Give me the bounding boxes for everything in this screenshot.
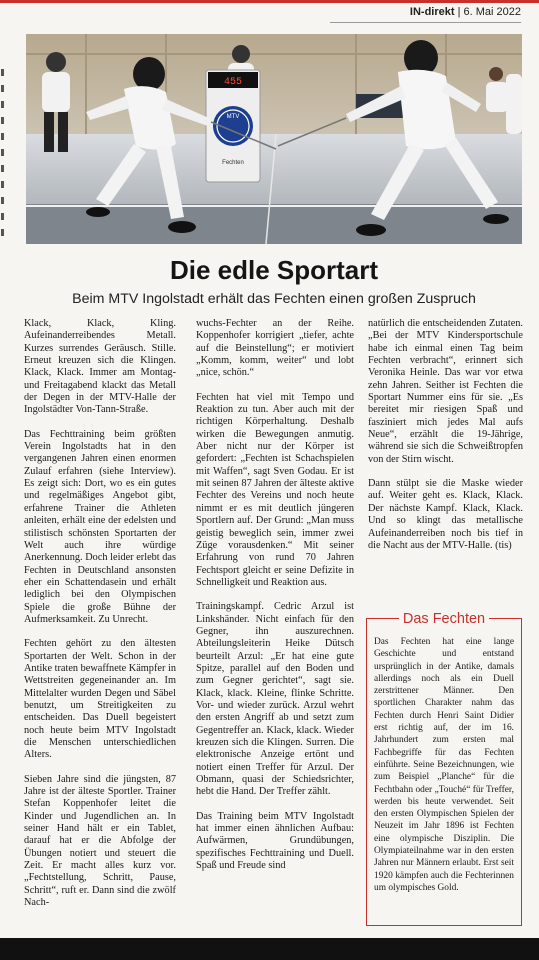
publication-name: IN-direkt (409, 6, 455, 18)
top-red-rule (0, 0, 539, 3)
header-separator: | (454, 6, 464, 18)
club-logo-text: MTV (226, 114, 240, 120)
paragraph: wuchs-Fechter an der Reihe. Koppenhofer korrigiert „tiefer, achte auf die Beinstellung“; er motiviert „Komm, komm, weiter“ und lobt „nice, schön.“ (196, 318, 354, 379)
paragraph: Fechten hat viel mit Tempo und Reaktion zu tun. Aber auch mit der richtigen Körperhaltung. Deshalb wirken die Bewegungen anmutig. Aber nicht nur der Körper ist gefordert: „Fechten ist Schachspielen mit Waffen“, sagt Sven Godau. Er ist mit seinen 87 Jahren der älteste aktive Fechter des Vereins und noch heute nimmt er es mit deutlich jüngeren Sportlern auf. Der Grund: „Man muss geistig beweglich sein, immer zwei Züge vorausdenken.“ Mit seiner Erfahrung von rund 70 Jahren Fechtsport gleicht er seine Defizite in Schnelligkeit und Reaktion aus. (196, 391, 354, 588)
info-box-text: Das Fechten hat eine lange Geschichte und entstand ursprünglich in der Antike, damals allerdings noch als ein Duell zerstrittener Männer. Den sportlichen Charakter nahm das Fechten durch Henri Saint Didier erst richtig auf, der im 16. Jahrhundert zum ersten mal Fachbegriffe für das Fechten einführte. Seine Bezeichnungen, wie zum Beispiel „Planche“ für die Fechtbahn oder „Touché“ für Treffer, werden bis heute verwendet. Seit den ersten Olympischen Spielen der Neuzeit im Jahr 1896 ist Fechten eine olympische Disziplin. Die Olympiateilnahme war in den ersten Jahren nur Männern erlaubt. Erst seit 1920 kämpfen auch die Fechterinnen um olympisches Gold. (374, 637, 514, 893)
fencing-photo-illustration (26, 34, 522, 244)
scoreboard-display: 455 (223, 77, 243, 88)
paragraph: Das Training beim MTV Ingolstadt hat immer einen ähnlichen Aufbau: Aufwärmen, Grundübungen, spezifisches Fechttraining und Duell. Spaß und Freude sind (196, 810, 354, 872)
article-column-3 (368, 318, 523, 564)
article-column-1 (24, 318, 176, 921)
fencing-photo (26, 34, 522, 244)
paragraph: Fechten gehört zu den ältesten Sportarten der Welt. Schon in der Antike traten bewaffnete Kämpfer in Wettstreiten gegeneinander an. Im Mittelalter wurden Degen und Säbel benutzt, um Streitigkeiten zu entscheiden. Das Duell begeistert noch heute beim MTV Ingolstadt die Menschen unterschiedlichen Alters. (24, 638, 176, 761)
paragraph: Dann stülpt sie die Maske wieder auf. Weiter geht es. Klack, Klack. Der nächste Kampf. Klack, Klack. Und so klingt das metallische Aufeinanderreiben noch bis tief in die Nacht aus der MTV-Halle. (tis) (368, 478, 523, 551)
issue-date: 6. Mai 2022 (463, 6, 521, 18)
scoreboard-label: Fechten (222, 160, 244, 166)
article-column-2 (196, 318, 354, 884)
bottom-edge (0, 938, 539, 960)
paragraph: Sieben Jahre sind die jüngsten, 87 Jahre ist der älteste Sportler. Trainer Stefan Koppenhofer leitet die Kinder und Jugendlichen an. In seiner Hand hält er ein Tablet, darauf hat er die Abfolge der Übungen notiert und steuert die Zeit. Er macht alles kurz vor. „Fechtstellung, Schritt, Pause, Schritt“, ruft er. Dann sind die zwölf Nach- (24, 773, 176, 909)
facing-page-edge (0, 60, 6, 260)
paragraph: Das Fechttraining beim größten Verein Ingolstadts hat in den vergangenen Jahren einen enormen Zulauf erfahren (siehe Interview). Es zeigt sich: Dort, wo es ein gutes und regelmäßiges Angebot gibt, erfahrene Trainer die Athleten anleiten, erhält eine der edelsten und stilistisch schönsten Sportarten der Welt auch ihre würdige Anerkennung. Doch leider erlebt das Fechten in Deutschland ansonsten eher ein Schattendasein und erhält lediglich bei den Olympischen Spiele die große Bühne der Aufmerksamkeit. Zu Unrecht. (24, 428, 176, 625)
paragraph: Trainingskampf. Cedric Arzul ist Linkshänder. Nicht einfach für den Gegner, ihn auszurechnen. Abteilungsleiterin Heike Dütsch beurteilt Arzul: „Er hat eine gute Spitze, parallel auf den Boden und zum Gegner gerichtet“, sagt sie. Klack, klack. Kleine, flinke Schritte. Vor- und wieder zurück. Arzul wehrt den ersten Angriff ab und setzt zum Gegentreffer an. Klack, klack. Wieder kreuzen sich die Klingen. Surren. Die elektronische Anzeige ertönt und notiert einen Treffer für Arzul. Der Obmann, quasi der Schiedsrichter, hebt die Hand. Der Treffer zählt. (196, 601, 354, 798)
info-box-title: Das Fechten (399, 611, 489, 627)
info-box-title-wrap (366, 610, 522, 628)
info-box (366, 610, 522, 928)
article-subheadline: Beim MTV Ingolstadt erhält das Fechten einen großen Zuspruch (72, 291, 476, 307)
article-headline: Die edle Sportart (169, 255, 379, 285)
header-rule (330, 22, 521, 23)
page-header (410, 6, 521, 18)
paragraph: natürlich die entscheidenden Zutaten. „Bei der MTV Kindersportschule habe ich einmal einen Tag beim Fechten verbracht“, erinnert sich Veronika Heinle. Das war vor etwa zehn Jahren. Seither ist Fechten die Sportart Nummer eins für sie. „Es bereitet mir riesigen Spaß und fasziniert mich jedes Mal aufs Neue“, erzählt die 19-Jährige, während sie sich die Schweißtropfen von der Stirn wischt. (368, 318, 523, 465)
paragraph: Klack, Klack, Kling. Aufeinanderreibendes Metall. Kurzes surrendes Geräusch. Stille. Erneut kreuzen sich die Klingen. Klack, Klack. Immer am Montag- und Freitagabend klackt das Metall der Degen in der MTV-Halle der Ingolstädter Von-Tann-Straße. (24, 318, 176, 416)
